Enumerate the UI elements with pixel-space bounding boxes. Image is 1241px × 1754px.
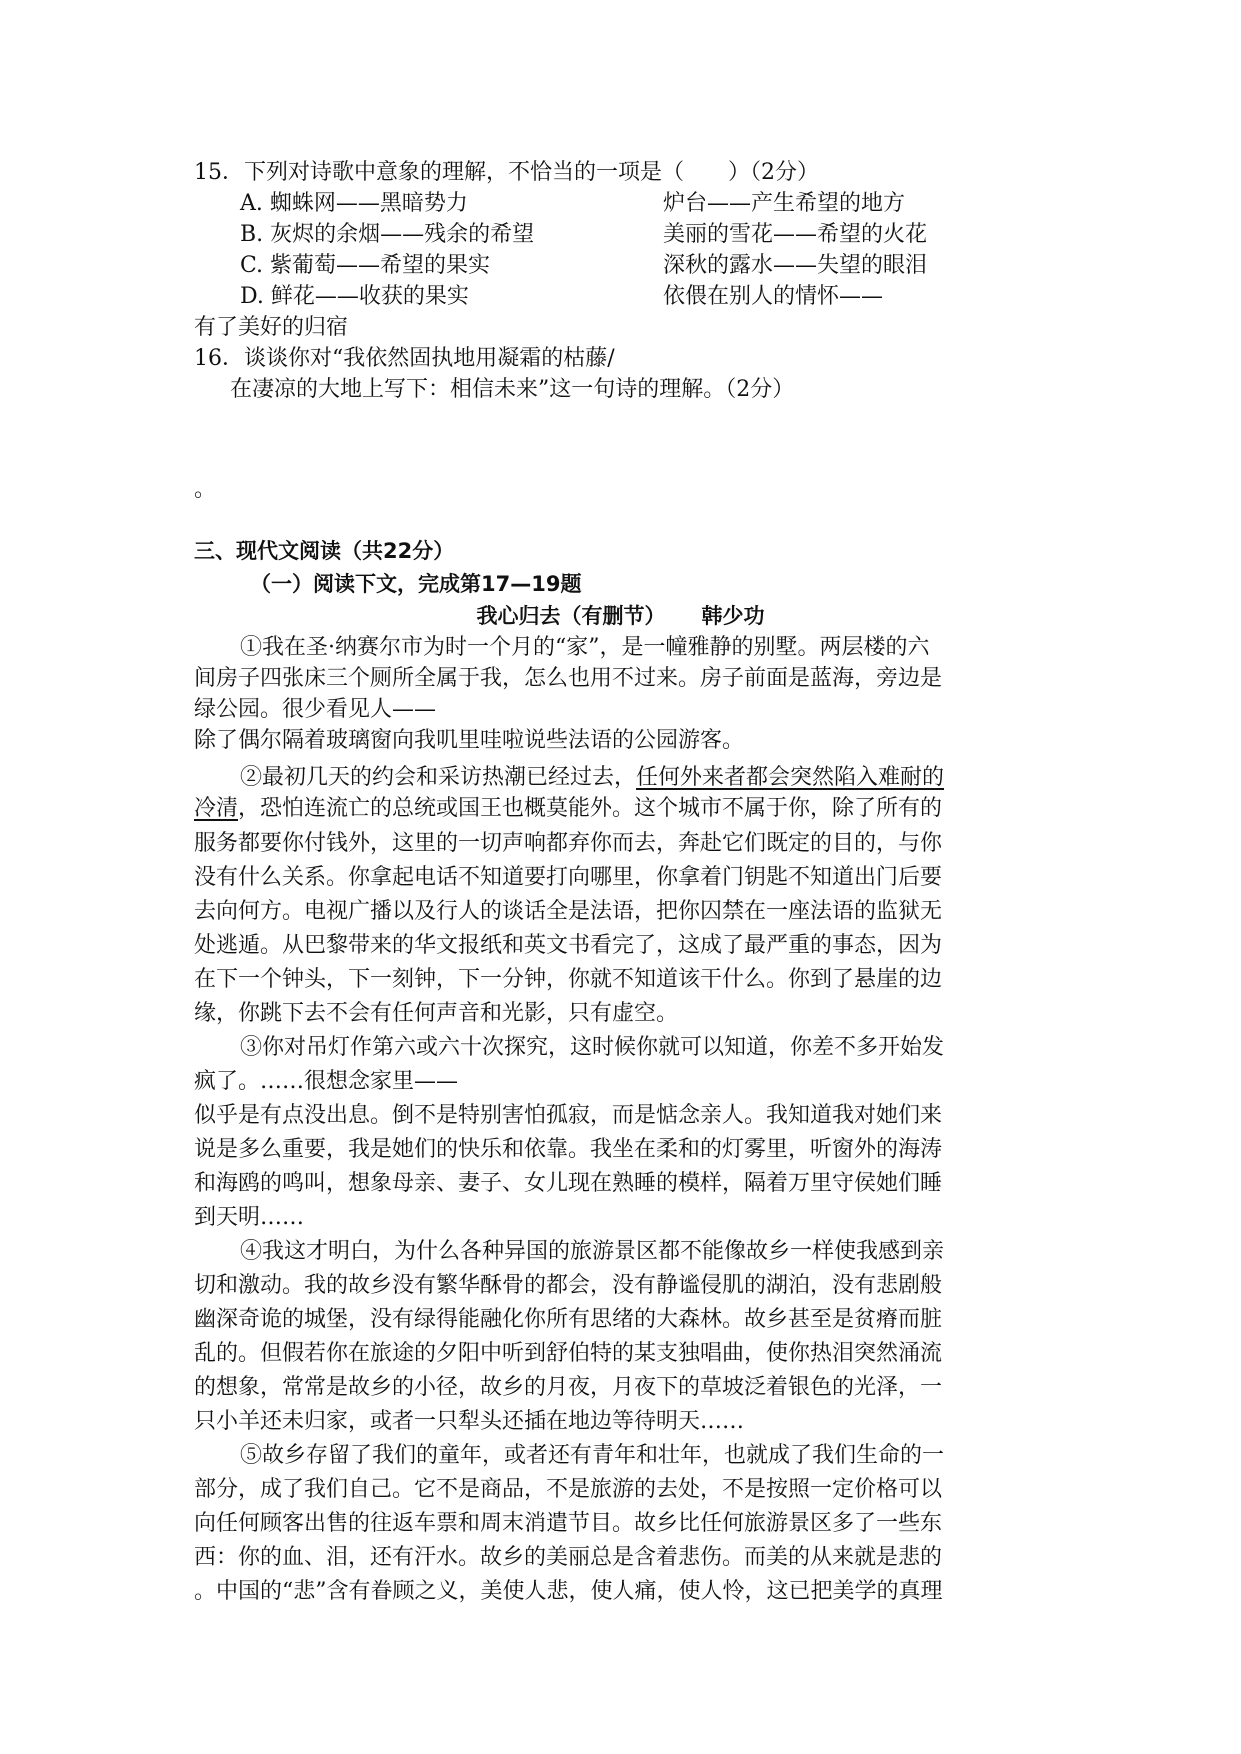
p2-underlined-sentence: 任何外来者都会突然陷入难耐的 — [636, 765, 945, 790]
p2-line-2 — [194, 793, 942, 824]
p4-line: 幽深奇诡的城堡，没有绿得能融化你所有思绪的大森林。故乡甚至是贫瘠而脏 — [194, 1307, 943, 1332]
p4-line: 切和激动。我的故乡没有繁华酥骨的都会，没有静谧侵肌的湖泊，没有悲剧般 — [194, 1273, 943, 1298]
p5-line: 西：你的血、泪，还有汗水。故乡的美丽总是含着悲伤。而美的从来就是悲的 — [194, 1545, 943, 1570]
passage-title: 我心归去（有删节） — [476, 604, 666, 628]
p5-line: 。中国的“悲”含有眷顾之义，美使人悲，使人痛，使人怜，这已把美学的真理 — [194, 1579, 943, 1604]
q15-option-c-right: 深秋的露水——失望的眼泪 — [663, 253, 928, 278]
p2-line-1 — [240, 762, 944, 793]
p4-line: 乱的。但假若你在旅途的夕阳中听到舒伯特的某支独唱曲，使你热泪突然涌流 — [194, 1341, 943, 1366]
section-heading: 三、现代文阅读（共22分） — [194, 539, 455, 563]
p3-line: 和海鸥的鸣叫，想象母亲、妻子、女儿现在熟睡的模样，隔着万里守侯她们睡 — [194, 1171, 943, 1196]
p1-line: ①我在圣·纳赛尔市为时一个月的“家”，是一幢雅静的别墅。两层楼的六 — [240, 635, 930, 660]
p2-underlined-sentence-end: 冷清 — [194, 796, 239, 821]
p3-line: ③你对吊灯作第六或六十次探究，这时候你就可以知道，你差不多开始发 — [240, 1035, 945, 1060]
p3-line: 疯了。……很想念家里—— — [194, 1069, 459, 1094]
p2-line: 缘，你跳下去不会有任何声音和光影，只有虚空。 — [194, 1001, 679, 1026]
passage-author: 韩少功 — [701, 604, 765, 628]
p5-line: ⑤故乡存留了我们的童年，或者还有青年和壮年，也就成了我们生命的一 — [240, 1443, 945, 1468]
p1-line: 间房子四张床三个厕所全属于我，怎么也用不过来。房子前面是蓝海，旁边是 — [194, 666, 943, 691]
p3-line: 说是多么重要，我是她们的快乐和依靠。我坐在柔和的灯雾里，听窗外的海涛 — [194, 1137, 943, 1162]
p2-text: ，恐怕连流亡的总统或国王也概莫能外。这个城市不属于你，除了所有的 — [238, 796, 943, 821]
p2-line: 处逃遁。从巴黎带来的华文报纸和英文书看完了，这成了最严重的事态，因为 — [194, 933, 943, 958]
q15-option-c-left: C. 紫葡萄——希望的果实 — [240, 253, 491, 278]
q15-option-d-left: D. 鲜花——收获的果实 — [240, 284, 469, 309]
p2-line: 去向何方。电视广播以及行人的谈话全是法语，把你囚禁在一座法语的监狱无 — [194, 899, 943, 924]
p2-line: 没有什么关系。你拿起电话不知道要打向哪里，你拿着门钥匙不知道出门后要 — [194, 865, 943, 890]
q15-option-d-wrap: 有了美好的归宿 — [194, 315, 349, 340]
p5-line: 向任何顾客出售的往返车票和周末消遣节目。故乡比任何旅游景区多了一些东 — [194, 1511, 943, 1536]
question-15-stem: 15．下列对诗歌中意象的理解，不恰当的一项是（ ）（2分） — [194, 160, 819, 185]
passage-title-line — [0, 601, 1241, 632]
q15-option-a-left: A. 蜘蛛网——黑暗势力 — [240, 191, 468, 216]
p3-line: 似乎是有点没出息。倒不是特别害怕孤寂，而是惦念亲人。我知道我对她们来 — [194, 1103, 943, 1128]
p2-line: 服务都要你付钱外，这里的一切声响都弃你而去，奔赴它们既定的目的，与你 — [194, 831, 943, 856]
p4-line: ④我这才明白，为什么各种异国的旅游景区都不能像故乡一样使我感到亲 — [240, 1239, 945, 1264]
q15-option-d-right: 依偎在别人的情怀—— — [663, 284, 884, 309]
q15-option-b-right: 美丽的雪花——希望的火花 — [663, 222, 928, 247]
p1-line: 绿公园。很少看见人—— — [194, 697, 437, 722]
p1-line: 除了偶尔隔着玻璃窗向我叽里哇啦说些法语的公园游客。 — [194, 728, 745, 753]
section-subheading: （一）阅读下文，完成第17—19题 — [250, 572, 582, 596]
p5-line: 部分，成了我们自己。它不是商品，不是旅游的去处，不是按照一定价格可以 — [194, 1477, 943, 1502]
question-16-line-1: 16．谈谈你对“我依然固执地用凝霜的枯藤/ — [194, 346, 615, 371]
p2-line: 在下一个钟头，下一刻钟，下一分钟，你就不知道该干什么。你到了悬崖的边 — [194, 967, 943, 992]
q15-option-b-left: B. 灰烬的余烟——残余的希望 — [240, 222, 535, 247]
q15-option-a-right: 炉台——产生希望的地方 — [663, 191, 906, 216]
q16-answer-mark: 。 — [194, 477, 217, 502]
p2-text: ②最初几天的约会和采访热潮已经过去， — [240, 765, 637, 790]
p3-line: 到天明…… — [194, 1205, 305, 1230]
question-16-line-2: 在凄凉的大地上写下：相信未来”这一句诗的理解。（2分） — [230, 377, 795, 402]
p4-line: 只小羊还未归家，或者一只犁头还插在地边等待明天…… — [194, 1409, 745, 1434]
p4-line: 的想象，常常是故乡的小径，故乡的月夜，月夜下的草坡泛着银色的光泽，一 — [194, 1375, 943, 1400]
